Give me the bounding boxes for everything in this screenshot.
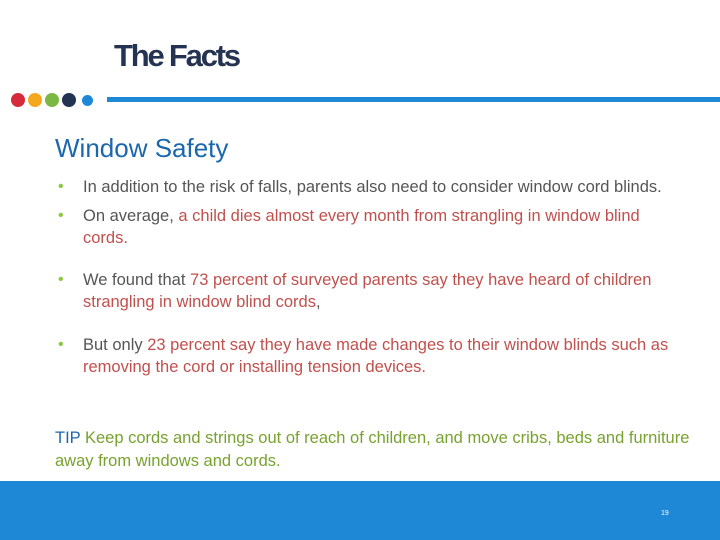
bullet-item xyxy=(56,334,686,379)
page-number: 19 xyxy=(661,510,669,517)
section-subtitle: Window Safety xyxy=(55,133,229,163)
bullet-list xyxy=(56,176,686,379)
dot-navy-icon xyxy=(62,93,76,107)
bullet-highlight: a child dies almost every month from strangling in window blind cords. xyxy=(83,206,640,247)
tip-text xyxy=(55,427,695,473)
bullet-icon: • xyxy=(58,335,64,353)
bullet-text: In addition to the risk of falls, parents also need to consider window cord blinds. xyxy=(83,178,662,196)
bullet-highlight: 23 percent say they have made changes to their window blinds such as removing the cord or installing tension devices. xyxy=(83,335,669,376)
bullet-item xyxy=(56,205,686,250)
bullet-item xyxy=(56,176,686,199)
dot-blue-icon xyxy=(82,95,93,106)
dot-green-icon xyxy=(45,93,59,107)
bullet-text: On average, xyxy=(83,206,179,225)
footer-bar xyxy=(0,481,720,540)
tip-body: Keep cords and strings out of reach of children, and move cribs, beds and furniture away from windows and cords. xyxy=(55,429,690,470)
slide-title: The Facts xyxy=(114,38,239,73)
header-rule xyxy=(107,97,720,102)
bullet-text: We found that xyxy=(83,270,191,289)
bullet-icon: • xyxy=(58,270,64,288)
bullet-item xyxy=(56,269,686,314)
bullet-highlight: 73 percent of surveyed parents say they have heard of children strangling in window blind cords xyxy=(83,270,652,311)
dot-red-icon xyxy=(11,93,25,107)
bullet-icon: • xyxy=(58,178,64,195)
bullet-text: But only xyxy=(83,335,148,354)
bullet-text: , xyxy=(315,293,321,311)
dot-orange-icon xyxy=(28,93,42,107)
tip-label: TIP xyxy=(55,429,81,447)
bullet-icon: • xyxy=(58,206,64,224)
